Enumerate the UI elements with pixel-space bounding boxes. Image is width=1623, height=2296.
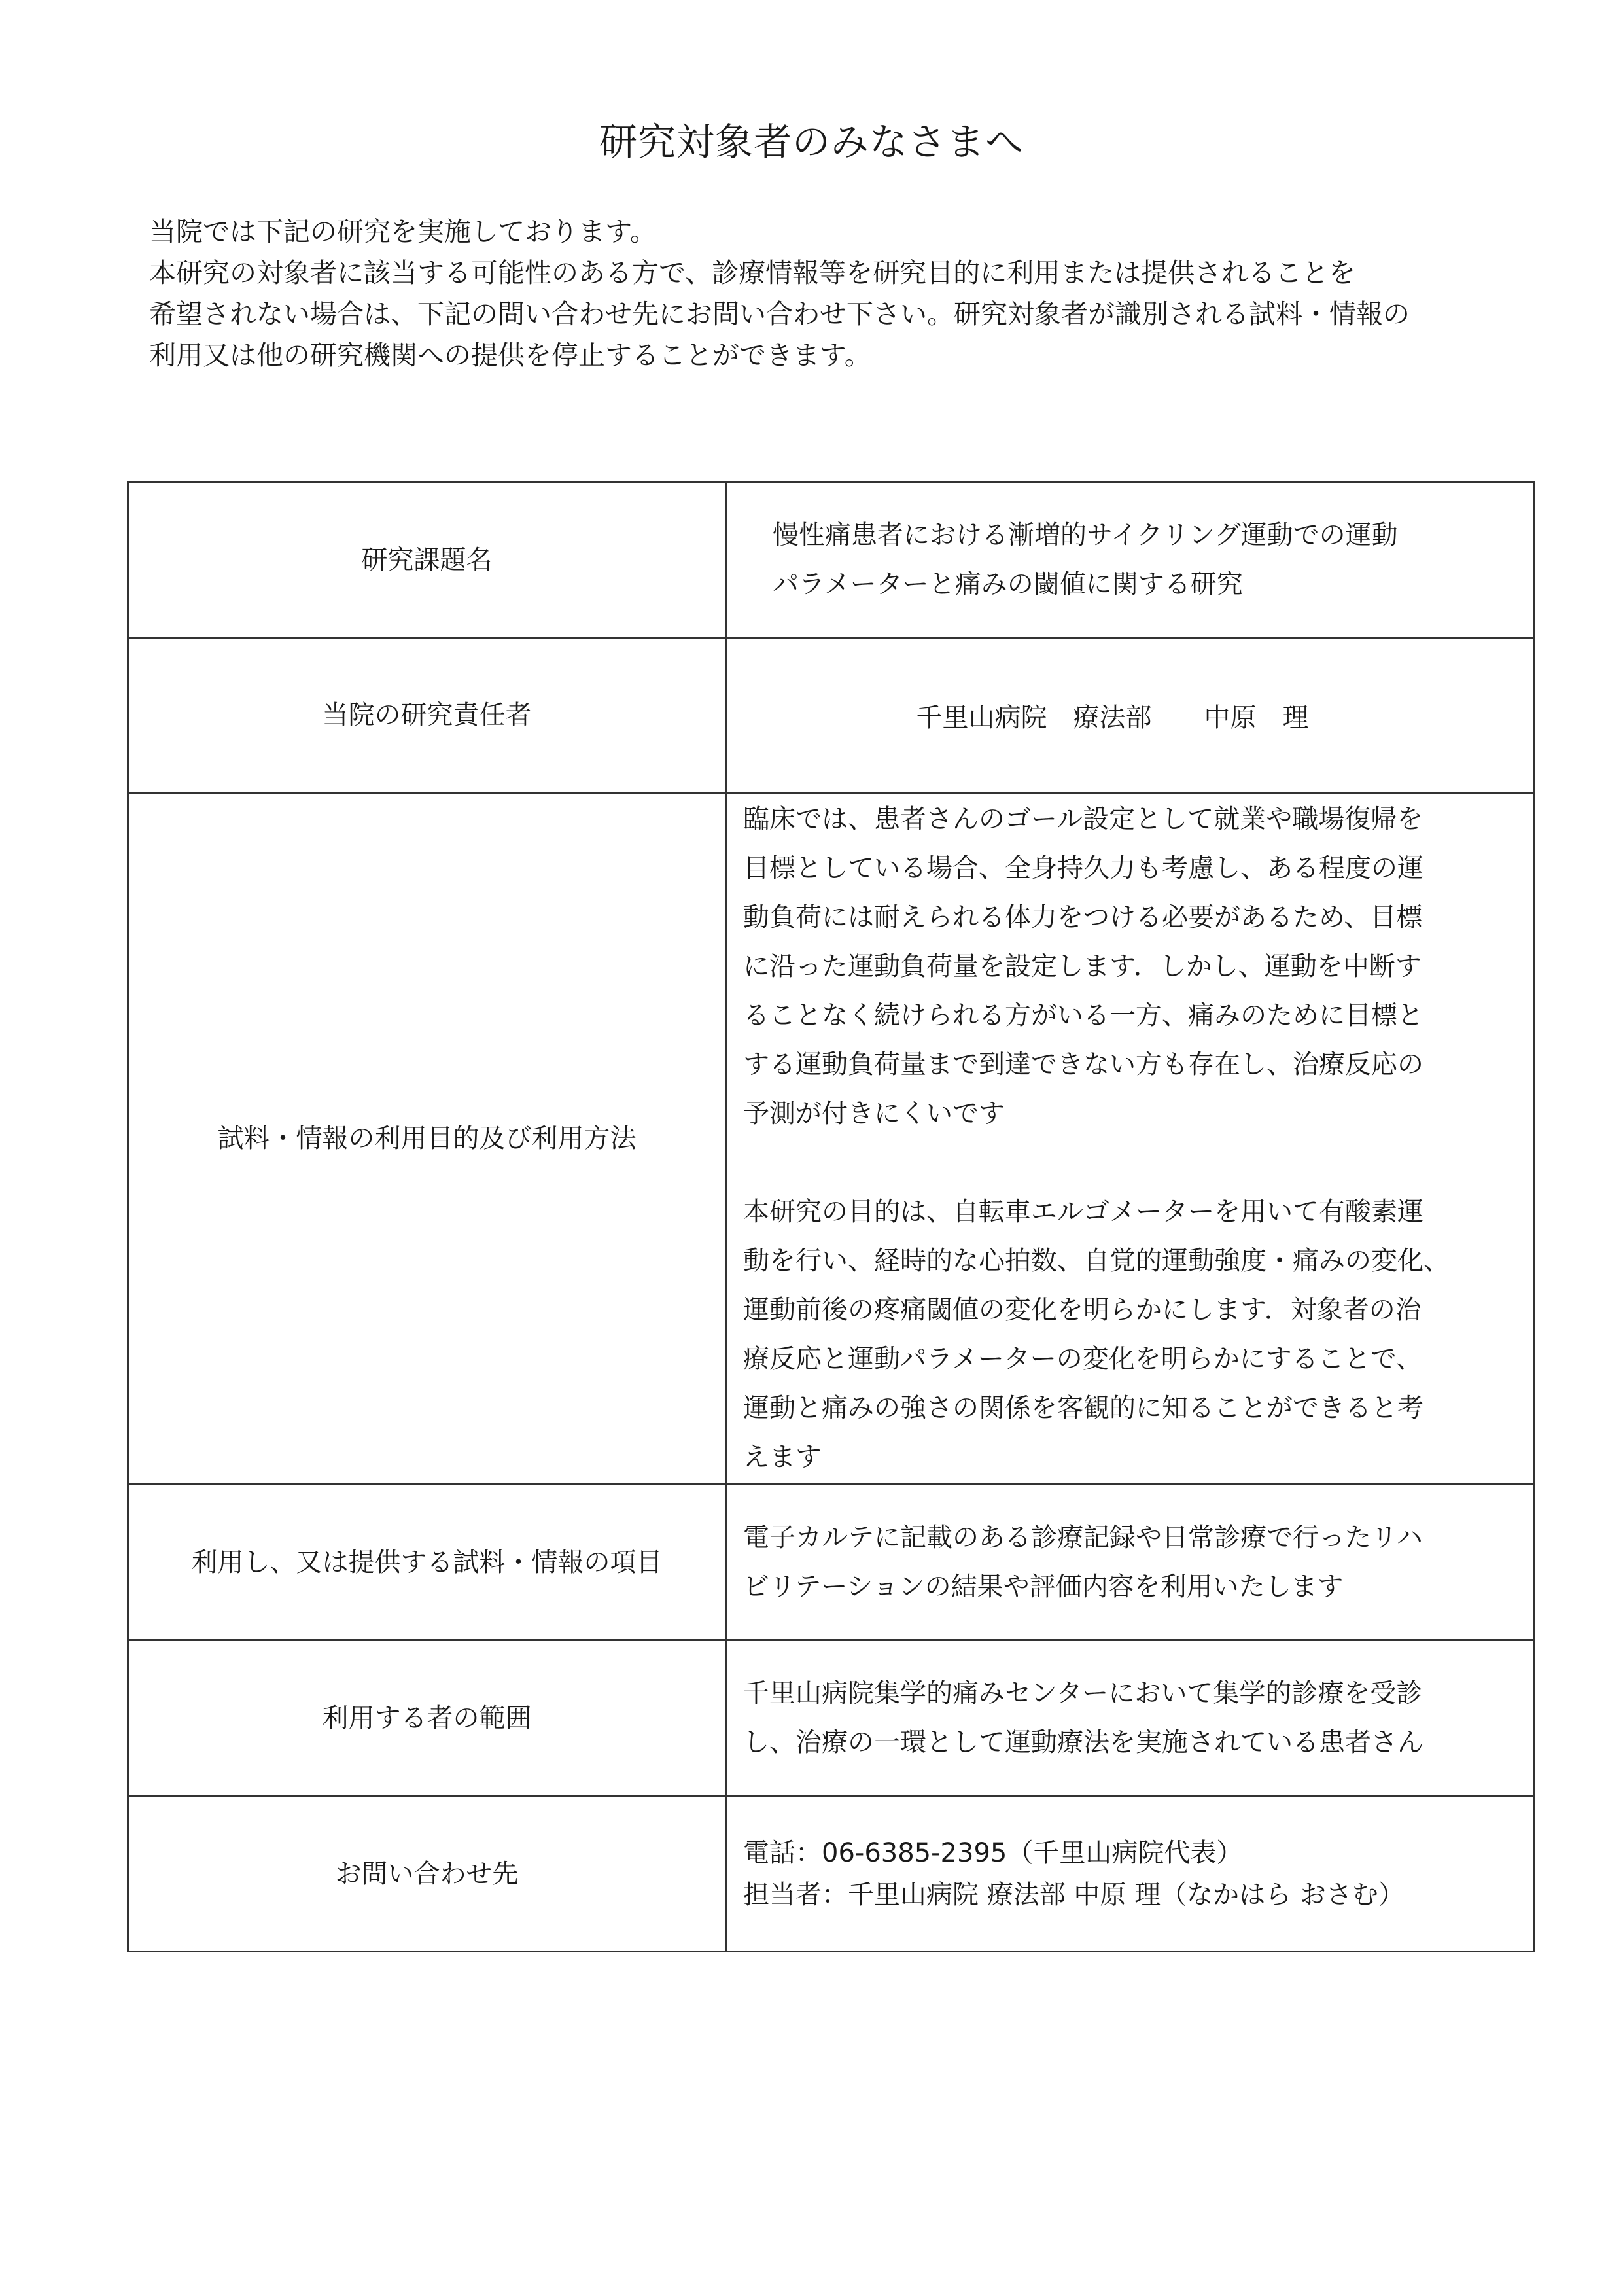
table-row-items xyxy=(128,1485,1534,1640)
contact-label: お問い合わせ先 xyxy=(128,1796,726,1952)
purpose-line: えます xyxy=(743,1442,822,1472)
table-row-principal-investigator xyxy=(128,638,1534,793)
research-info-table xyxy=(127,481,1535,1952)
research-title-line: パラメーターと痛みの閾値に関する研究 xyxy=(773,569,1243,599)
principal-investigator-label: 当院の研究責任者 xyxy=(128,638,726,793)
page-title: 研究対象者のみなさまへ xyxy=(599,120,1024,164)
table-row-contact xyxy=(128,1796,1534,1952)
purpose-line: 目標としている場合、全身持久力も考慮し、ある程度の運 xyxy=(743,853,1423,883)
research-title-label: 研究課題名 xyxy=(128,482,726,638)
purpose-line: 予測が付きにくいです xyxy=(743,1099,1005,1129)
research-title-line: 慢性痛患者における漸増的サイクリング運動での運動 xyxy=(773,520,1398,550)
table-row-research-title xyxy=(128,482,1534,638)
purpose-line: ることなく続けられる方がいる一方、痛みのために目標と xyxy=(743,1000,1423,1031)
items-label: 利用し、又は提供する試料・情報の項目 xyxy=(128,1485,726,1640)
scope-value xyxy=(726,1640,1534,1796)
contact-person: 担当者：千里山病院 療法部 中原 理（なかはら おさむ） xyxy=(743,1879,1405,1910)
items-line: ビリテーションの結果や評価内容を利用いたします xyxy=(743,1571,1344,1602)
scope-line: し、治療の一環として運動療法を実施されている患者さん xyxy=(743,1727,1423,1757)
principal-investigator-text: 千里山病院 療法部 中原 理 xyxy=(916,702,1309,733)
purpose-line: に沿った運動負荷量を設定します．しかし、運動を中断す xyxy=(743,951,1422,981)
purpose-value xyxy=(726,793,1534,1485)
purpose-line: 臨床では、患者さんのゴール設定として就業や職場復帰を xyxy=(743,804,1423,834)
contact-value xyxy=(726,1796,1534,1952)
contact-phone: 電話：06-6385-2395（千里山病院代表） xyxy=(743,1837,1243,1868)
paragraph-gap xyxy=(743,1139,1521,1188)
purpose-line: する運動負荷量まで到達できない方も存在し、治療反応の xyxy=(743,1050,1423,1080)
scope-label: 利用する者の範囲 xyxy=(128,1640,726,1796)
purpose-line: 療反応と運動パラメーターの変化を明らかにすることで、 xyxy=(743,1344,1422,1374)
purpose-line: 運動と痛みの強さの関係を客観的に知ることができると考 xyxy=(743,1393,1423,1423)
intro-line: 希望されない場合は、下記の問い合わせ先にお問い合わせ下さい。研究対象者が識別される試料・情報の xyxy=(149,298,1410,330)
purpose-line: 動を行い、経時的な心拍数、自覚的運動強度・痛みの変化、 xyxy=(743,1246,1450,1276)
intro-line: 当院では下記の研究を実施しております。 xyxy=(149,216,657,247)
principal-investigator-value xyxy=(726,638,1534,793)
purpose-line: 運動前後の疼痛閾値の変化を明らかにします．対象者の治 xyxy=(743,1295,1422,1325)
intro-text xyxy=(149,211,1523,376)
table-row-purpose xyxy=(128,793,1534,1485)
scope-line: 千里山病院集学的痛みセンターにおいて集学的診療を受診 xyxy=(743,1678,1423,1708)
research-title-value xyxy=(726,482,1534,638)
table-row-scope xyxy=(128,1640,1534,1796)
purpose-line: 本研究の目的は、自転車エルゴメーターを用いて有酸素運 xyxy=(743,1197,1423,1227)
purpose-label: 試料・情報の利用目的及び利用方法 xyxy=(128,793,726,1485)
intro-line: 利用又は他の研究機関への提供を停止することができます。 xyxy=(149,340,871,371)
intro-line: 本研究の対象者に該当する可能性のある方で、診療情報等を研究目的に利用または提供されることを xyxy=(149,257,1356,289)
purpose-line: 動負荷には耐えられる体力をつける必要があるため、目標 xyxy=(743,902,1423,932)
items-line: 電子カルテに記載のある診療記録や日常診療で行ったリハ xyxy=(743,1522,1423,1553)
items-value xyxy=(726,1485,1534,1640)
